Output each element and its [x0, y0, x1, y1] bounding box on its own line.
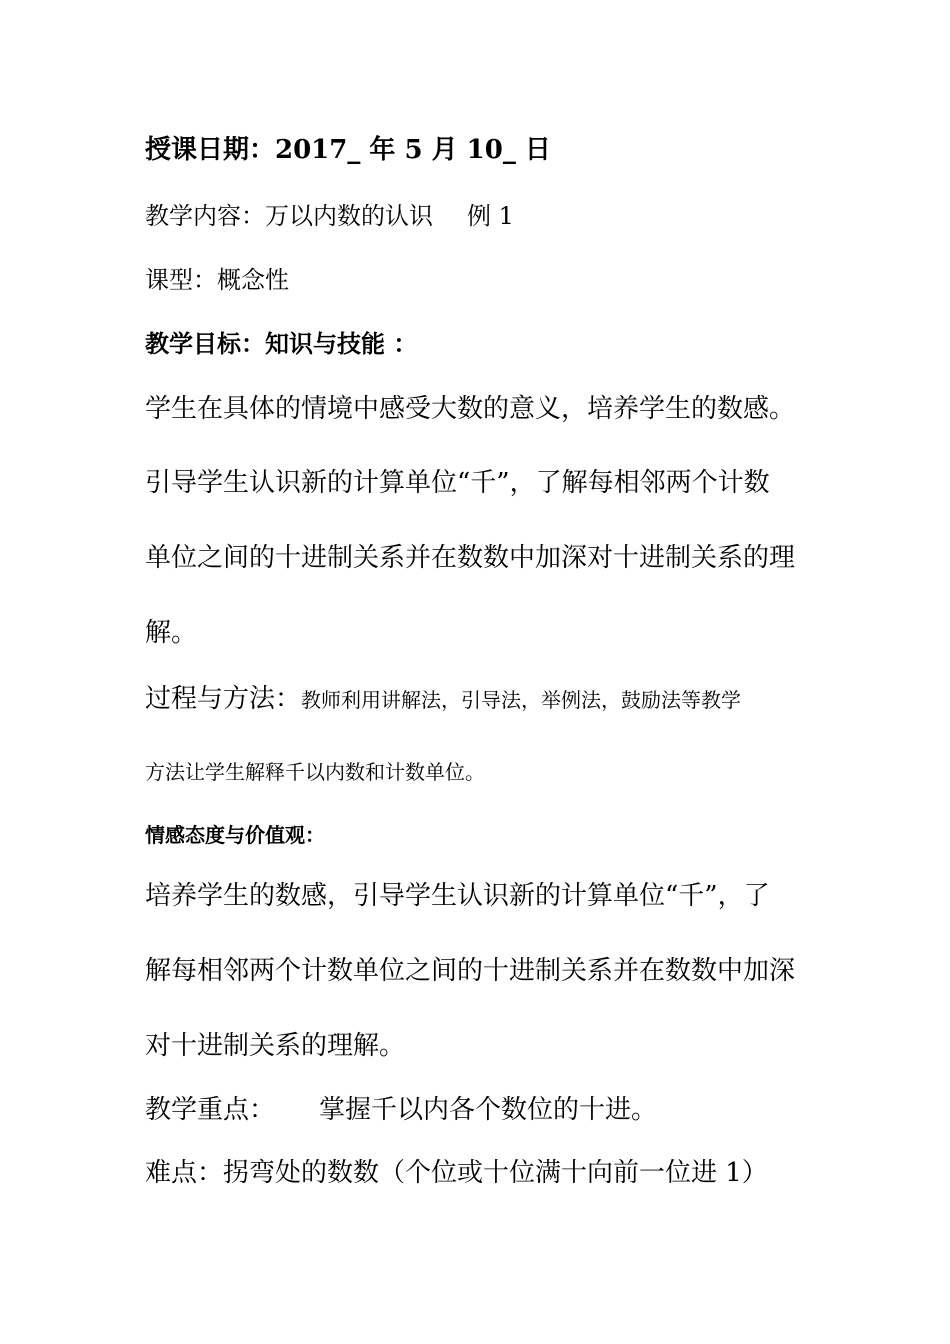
teaching-content	[145, 204, 514, 228]
lesson-type: 课型：概念性	[145, 266, 289, 294]
objectives-heading: 教学目标：知识与技能 ：	[145, 329, 418, 358]
process-method-line-2: 方法让学生解释千以内数和计数单位。	[145, 760, 485, 784]
process-method-text: 教师利用讲解法，引导法，举例法，鼓励法等教学	[301, 688, 742, 712]
knowledge-goal-2-line-1: 引导学生认识新的计算单位“千”，了解每相邻两个计数	[145, 468, 770, 498]
difficulty-point: 难点：拐弯处的数数（个位或十位满十向前一位进 1）	[145, 1158, 768, 1188]
key-point	[145, 1097, 657, 1123]
key-point-label: 教学重点：	[145, 1095, 276, 1125]
emotion-heading: 情感态度与价值观：	[145, 823, 325, 847]
teaching-content-label: 教学内容：万以内数的认识	[145, 202, 433, 230]
emotion-line-1: 培养学生的数感，引导学生认识新的计算单位“千”，了	[145, 881, 770, 911]
knowledge-goal-2-line-2: 单位之间的十进制关系并在数数中加深对十进制关系的理	[145, 543, 796, 573]
process-method-label: 过程与方法：	[145, 684, 302, 714]
emotion-line-3: 对十进制关系的理解。	[145, 1031, 406, 1061]
teaching-content-example: 例 1	[467, 202, 514, 230]
key-point-text: 掌握千以内各个数位的十进。	[319, 1095, 658, 1125]
knowledge-goal-1: 学生在具体的情境中感受大数的意义，培养学生的数感。	[145, 394, 796, 424]
knowledge-goal-2-line-3: 解。	[145, 618, 198, 648]
process-method-line-1	[145, 686, 741, 712]
emotion-line-2: 解每相邻两个计数单位之间的十进制关系并在数数中加深	[145, 956, 796, 986]
teaching-date: 授课日期：2017_ 年 5 月 10_ 日	[145, 135, 551, 165]
